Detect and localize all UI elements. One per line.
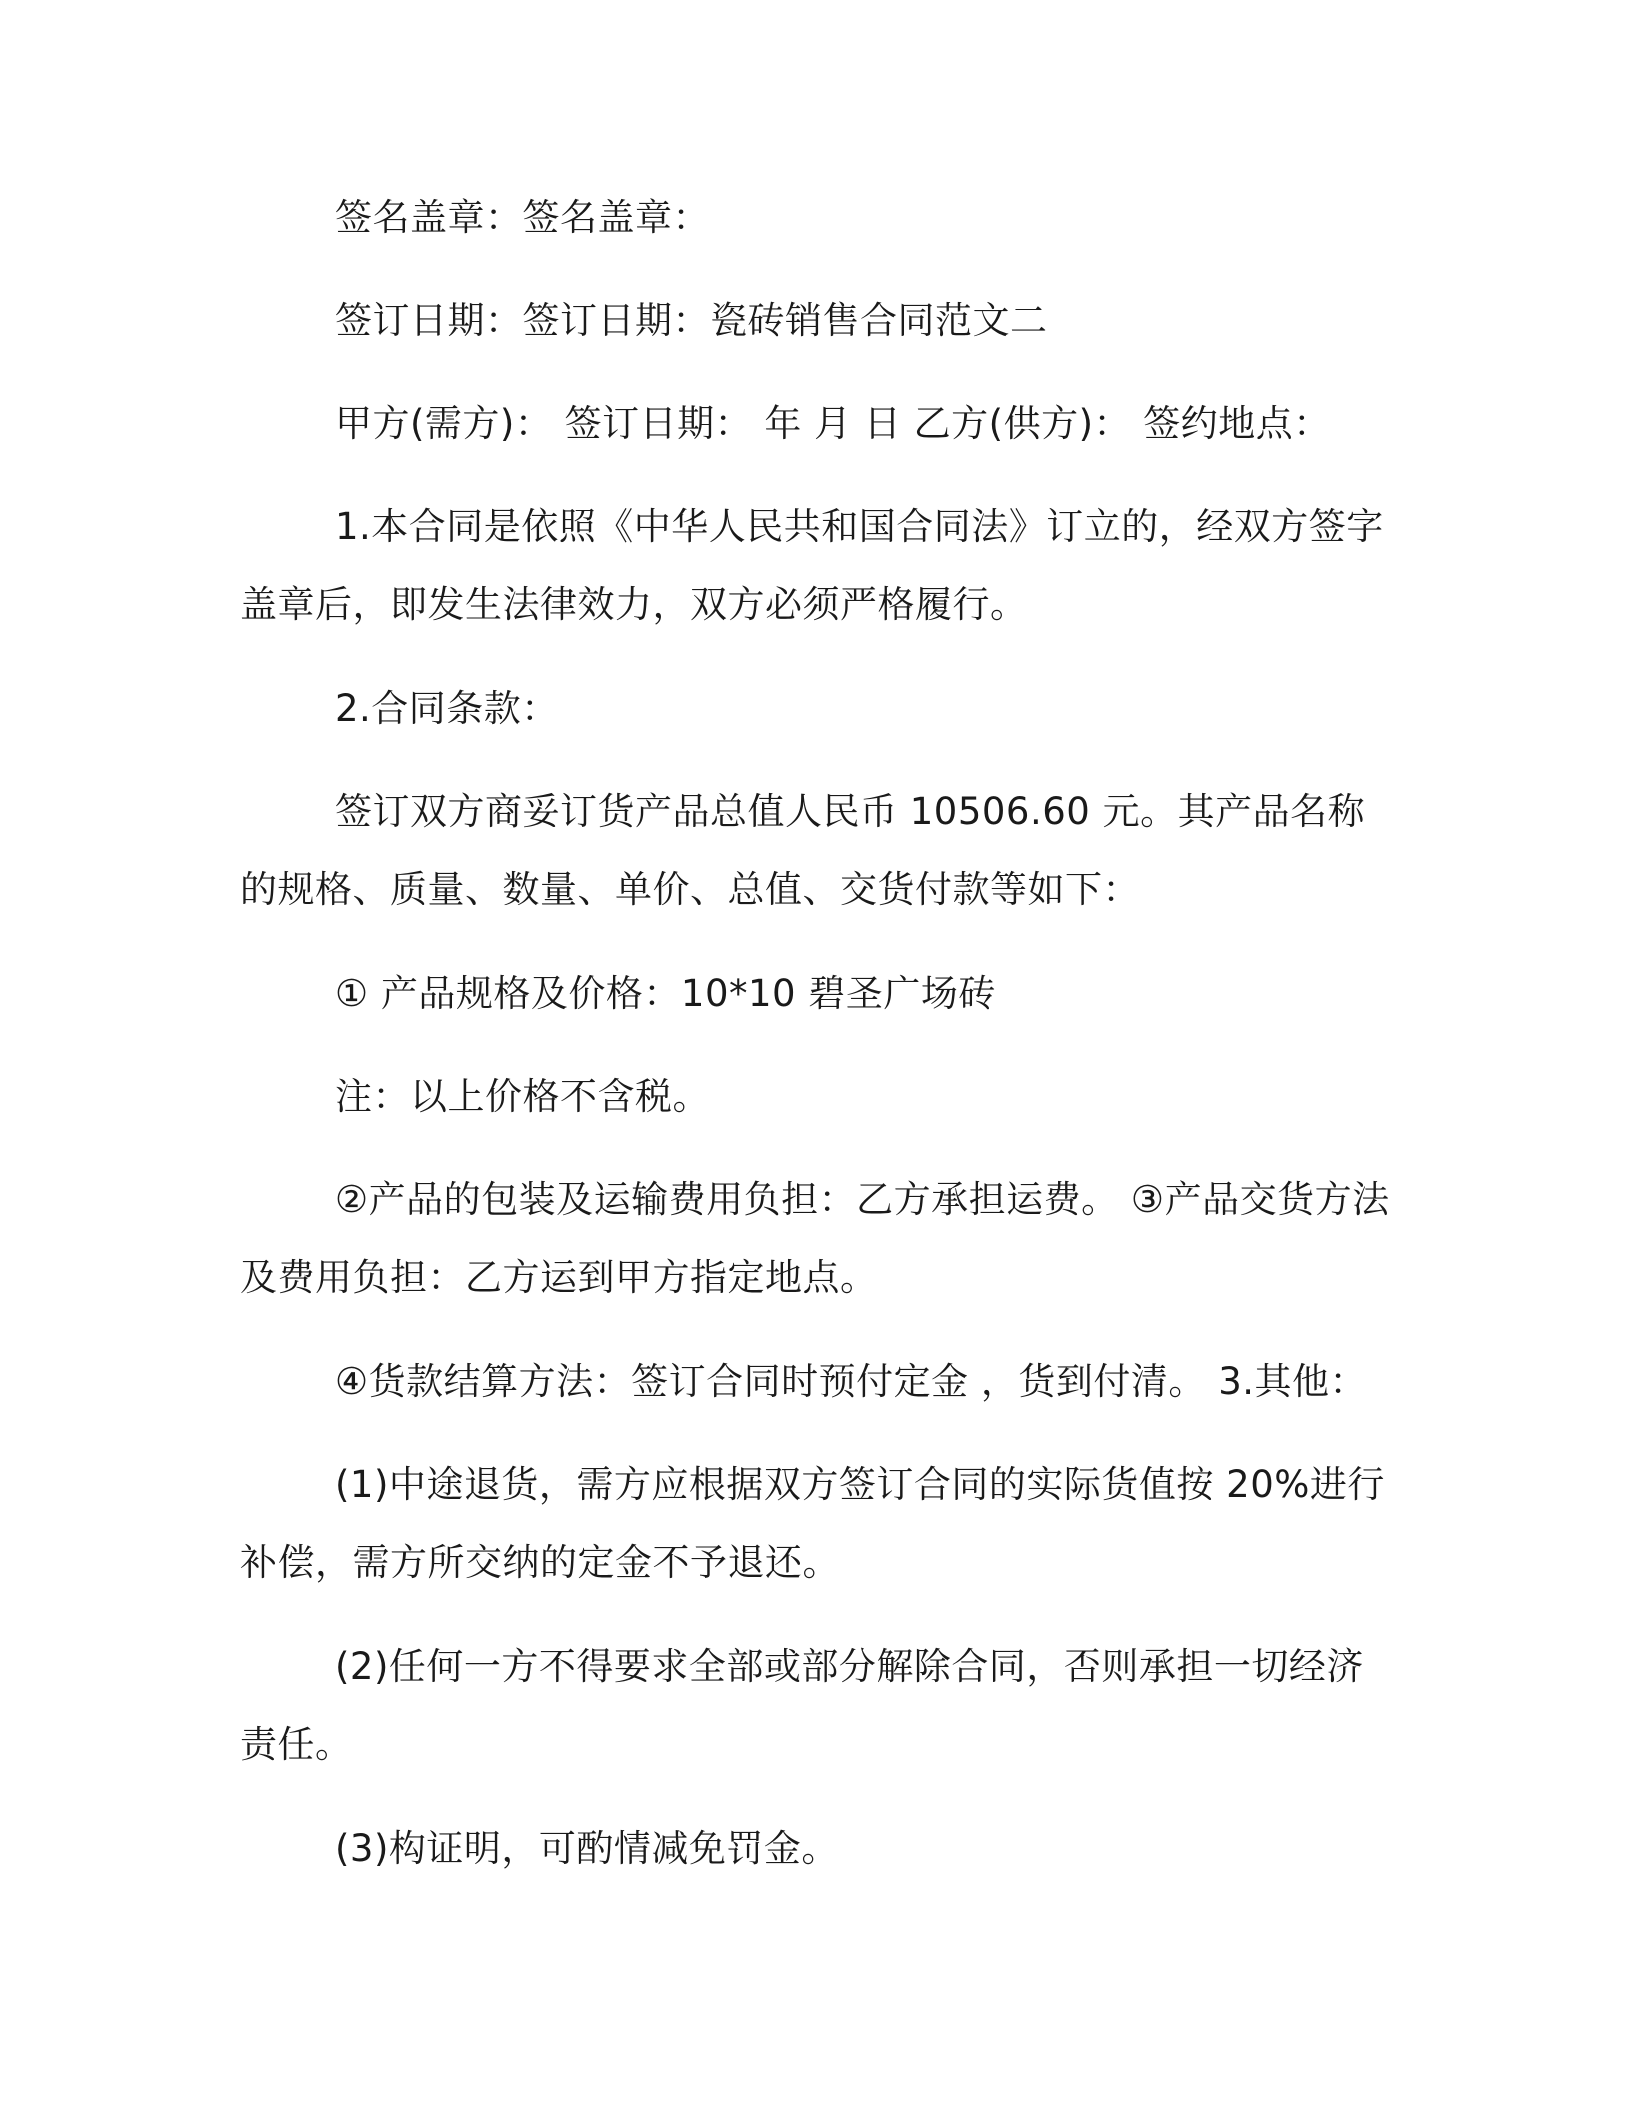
paragraph-termination: (2)任何一方不得要求全部或部分解除合同，否则承担一切经济责任。 [240, 1645, 1364, 1766]
paragraph-packaging-delivery: ②产品的包装及运输费用负担：乙方承担运费。 ③产品交货方法及费用负担：乙方运到甲方指定地点。 [240, 1178, 1390, 1299]
paragraph-parties: 甲方(需方)： 签订日期： 年 月 日 乙方(供方)： 签约地点： [335, 402, 1331, 445]
paragraph-settlement: ④货款结算方法：签订合同时预付定金 ，货到付清。 3.其他： [335, 1360, 1367, 1403]
paragraph-return: (1)中途退货，需方应根据双方签订合同的实际货值按 20%进行补偿，需方所交纳的定金不予退还。 [240, 1463, 1385, 1584]
paragraph-product-spec: ① 产品规格及价格：10*10 碧圣广场砖 [335, 972, 996, 1015]
paragraph-clause-2-heading: 2.合同条款： [335, 687, 559, 730]
paragraph-total-value: 签订双方商妥订货产品总值人民币 10506.60 元。其产品名称的规格、质量、数量、单价、总值、交货付款等如下： [240, 790, 1366, 911]
paragraph-signature: 签名盖章：签名盖章： [335, 196, 710, 239]
paragraph-tax-note: 注：以上价格不含税。 [335, 1075, 710, 1118]
paragraph-clause-1: 1.本合同是依照《中华人民共和国合同法》订立的，经双方签字盖章后，即发生法律效力，双方必须严格履行。 [240, 505, 1384, 626]
paragraph-sign-date: 签订日期：签订日期：瓷砖销售合同范文二 [335, 299, 1048, 342]
paragraph-penalty: (3)构证明，可酌情减免罚金。 [335, 1827, 839, 1870]
